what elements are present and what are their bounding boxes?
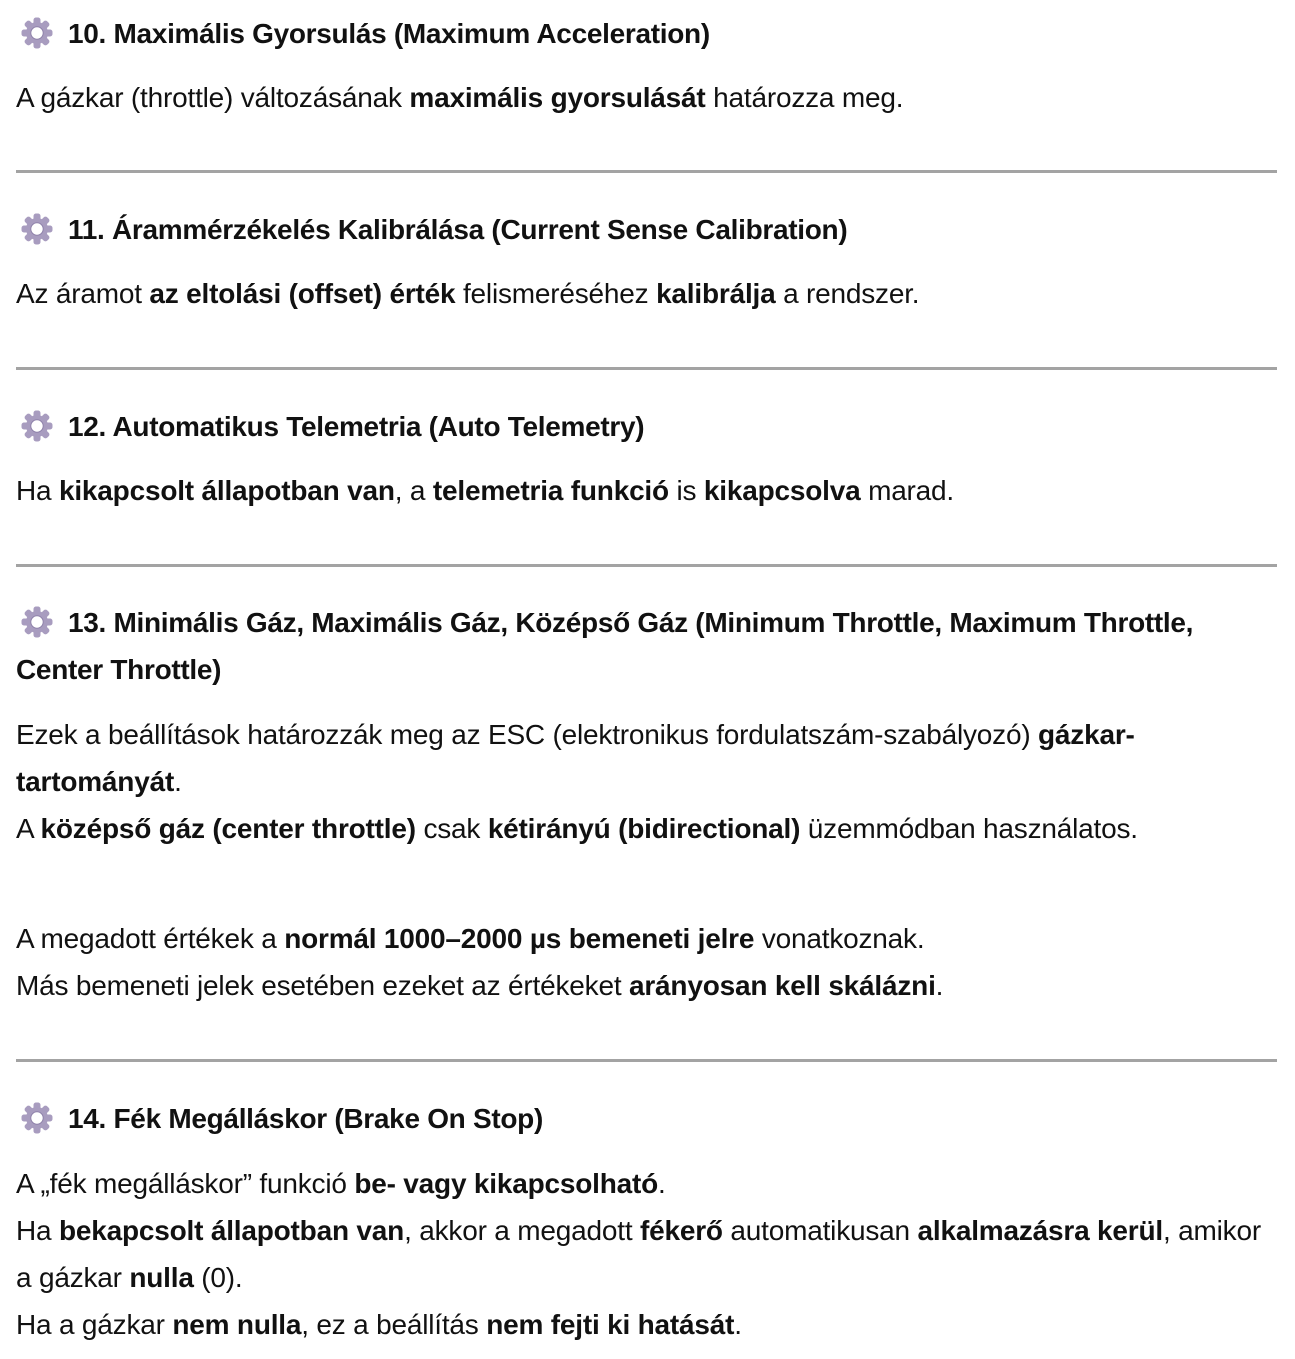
section-title: 13. Minimális Gáz, Maximális Gáz, Középső Gáz (Minimum Throttle, Maximum Throttle, Center Throttle): [16, 607, 1194, 685]
bold-text: kétirányú (bidirectional): [487, 813, 801, 844]
text: , ez a beállítás: [301, 1309, 487, 1340]
divider: [16, 367, 1277, 370]
gear-icon: [20, 605, 54, 639]
bold-text: nulla: [129, 1262, 194, 1293]
section-body-12: [16, 467, 1278, 514]
text: marad.: [860, 475, 955, 506]
bold-text: nem nulla: [172, 1309, 302, 1340]
divider: [16, 170, 1277, 173]
text: Ezek a beállítások határozzák meg az ESC (elektronikus fordulatszám-szabályozó): [16, 719, 1039, 750]
bold-text: gázkar-tartományát: [16, 719, 1135, 797]
text: Ha: [16, 1215, 59, 1246]
bold-text: nem fejti ki hatását: [486, 1309, 735, 1340]
section-body-11: [16, 270, 1278, 317]
gear-icon: [20, 212, 54, 246]
text: üzemmódban használatos.: [800, 813, 1138, 844]
text: Ha: [16, 475, 59, 506]
text: határozza meg.: [705, 82, 904, 113]
section-title: 14. Fék Megálláskor (Brake On Stop): [68, 1103, 543, 1134]
bold-text: alkalmazásra kerül: [917, 1215, 1163, 1246]
bold-text: be- vagy kikapcsolható: [354, 1168, 659, 1199]
section-heading-14: [16, 1095, 1278, 1142]
text: .: [935, 970, 944, 1001]
text: A: [16, 813, 41, 844]
text: .: [734, 1309, 742, 1340]
section-heading-11: [16, 206, 1278, 253]
text: a rendszer.: [775, 278, 920, 309]
text: .: [174, 766, 182, 797]
text: A megadott értékek a: [16, 923, 285, 954]
gear-icon: [20, 1101, 54, 1135]
text: Más bemeneti jelek esetében ezeket az értékeket: [16, 970, 629, 1001]
section-heading-12: [16, 403, 1278, 450]
section-body-10: [16, 74, 1278, 121]
section-body-14: [16, 1160, 1278, 1348]
text: csak: [415, 813, 488, 844]
bold-text: telemetria funkció: [432, 475, 669, 506]
section-heading-10: [16, 10, 1278, 57]
text: automatikusan: [722, 1215, 918, 1246]
section-title: 11. Árammérzékelés Kalibrálása (Current Sense Calibration): [68, 214, 848, 245]
bold-text: maximális gyorsulását: [409, 82, 706, 113]
section-title: 12. Automatikus Telemetria (Auto Telemetry): [68, 411, 645, 442]
bold-text: kikapcsolva: [703, 475, 861, 506]
text: felismeréséhez: [455, 278, 657, 309]
gear-icon: [20, 409, 54, 443]
bold-text: normál 1000–2000 µs bemeneti jelre: [284, 923, 755, 954]
divider: [16, 564, 1277, 567]
text: is: [668, 475, 704, 506]
bold-text: arányosan kell skálázni: [628, 970, 936, 1001]
text: A gázkar (throttle) változásának: [16, 82, 410, 113]
text: vonatkoznak.: [754, 923, 925, 954]
section-title: 10. Maximális Gyorsulás (Maximum Acceleration): [68, 18, 710, 49]
text: A „fék megálláskor” funkció: [16, 1168, 355, 1199]
text: , amikor a gázkar: [16, 1215, 1261, 1293]
section-body-13a: [16, 711, 1216, 852]
text: (0).: [193, 1262, 243, 1293]
text: , a: [394, 475, 433, 506]
bold-text: az eltolási (offset) érték: [149, 278, 456, 309]
text: Ha a gázkar: [16, 1309, 173, 1340]
bold-text: kikapcsolt állapotban van: [58, 475, 395, 506]
text: Az áramot: [16, 278, 150, 309]
text: .: [658, 1168, 666, 1199]
bold-text: középső gáz (center throttle): [40, 813, 416, 844]
text: , akkor a megadott: [404, 1215, 640, 1246]
bold-text: fékerő: [639, 1215, 723, 1246]
gear-icon: [20, 16, 54, 50]
divider: [16, 1059, 1277, 1062]
bold-text: kalibrálja: [656, 278, 776, 309]
section-heading-13: [16, 599, 1256, 693]
section-body-13b: [16, 915, 1278, 1009]
bold-text: bekapcsolt állapotban van: [58, 1215, 405, 1246]
